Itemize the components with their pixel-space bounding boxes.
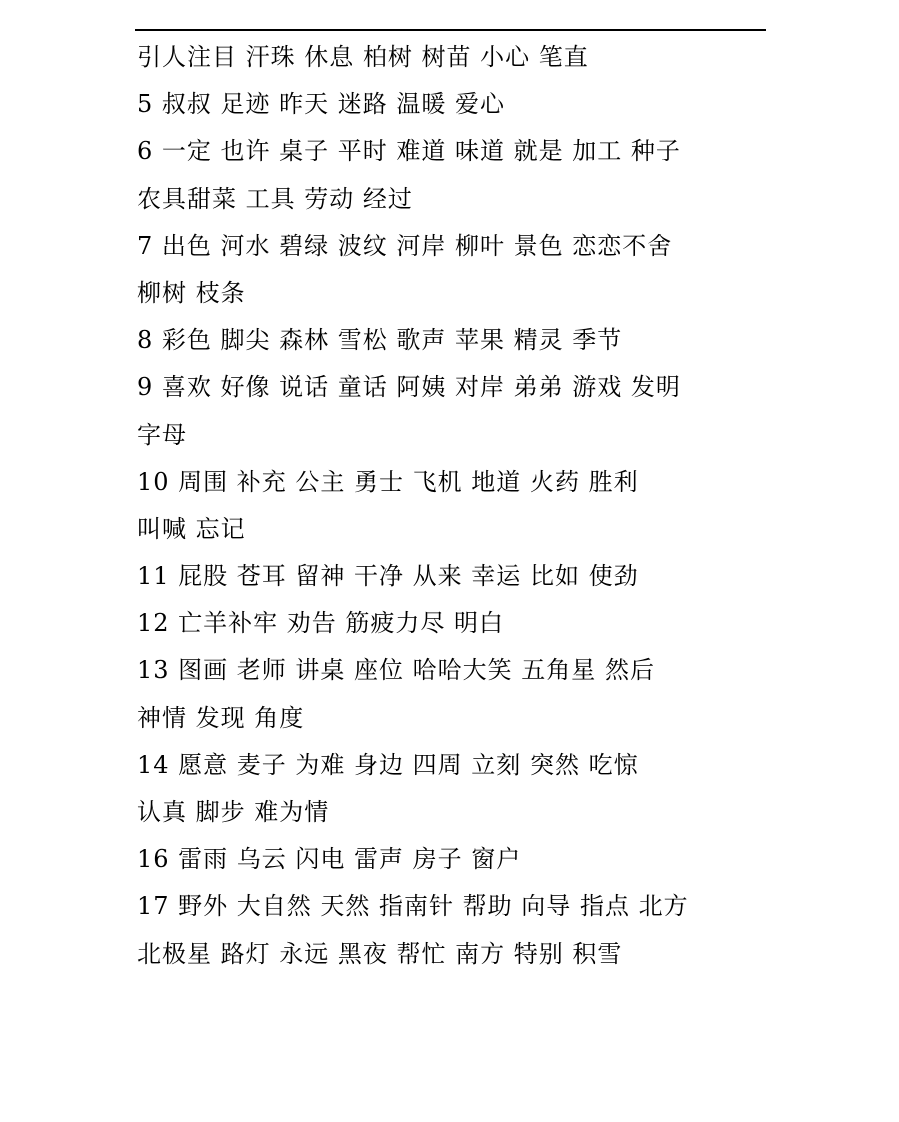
- vocabulary-line: 14 愿意 麦子 为难 身边 四周 立刻 突然 吃惊: [137, 750, 639, 779]
- vocabulary-line: 13 图画 老师 讲桌 座位 哈哈大笑 五角星 然后: [137, 656, 655, 685]
- top-divider: [135, 29, 766, 31]
- vocabulary-line: 10 周围 补充 公主 勇士 飞机 地道 火药 胜利: [137, 467, 639, 496]
- vocabulary-line: 11 屁股 苍耳 留神 干净 从来 幸运 比如 使劲: [137, 562, 639, 591]
- vocabulary-line: 农具甜菜 工具 劳动 经过: [137, 184, 413, 213]
- vocabulary-line: 柳树 枝条: [137, 278, 246, 307]
- vocabulary-line: 叫喊 忘记: [137, 514, 246, 543]
- vocabulary-line: 认真 脚步 难为情: [137, 798, 330, 826]
- vocabulary-line: 6 一定 也许 桌子 平时 难道 味道 就是 加工 种子: [137, 137, 681, 166]
- vocabulary-line: 引人注目 汗珠 休息 柏树 树苗 小心 笔直: [137, 43, 589, 71]
- vocabulary-line: 9 喜欢 好像 说话 童话 阿姨 对岸 弟弟 游戏 发明: [137, 373, 681, 402]
- vocabulary-line: 7 出色 河水 碧绿 波纹 河岸 柳叶 景色 恋恋不舍: [137, 231, 673, 260]
- vocabulary-line: 16 雷雨 乌云 闪电 雷声 房子 窗户: [137, 845, 522, 874]
- vocabulary-line: 8 彩色 脚尖 森林 雪松 歌声 苹果 精灵 季节: [137, 326, 623, 355]
- vocabulary-line: 5 叔叔 足迹 昨天 迷路 温暖 爱心: [137, 90, 506, 119]
- vocabulary-line: 12 亡羊补牢 劝告 筋疲力尽 明白: [137, 609, 505, 638]
- vocabulary-line: 神情 发现 角度: [137, 703, 305, 732]
- vocabulary-line: 北极星 路灯 永远 黑夜 帮忙 南方 特别 积雪: [137, 939, 623, 968]
- vocabulary-list: [137, 34, 777, 978]
- vocabulary-line: 17 野外 大自然 天然 指南针 帮助 向导 指点 北方: [137, 892, 689, 921]
- vocabulary-line: 字母: [137, 420, 187, 449]
